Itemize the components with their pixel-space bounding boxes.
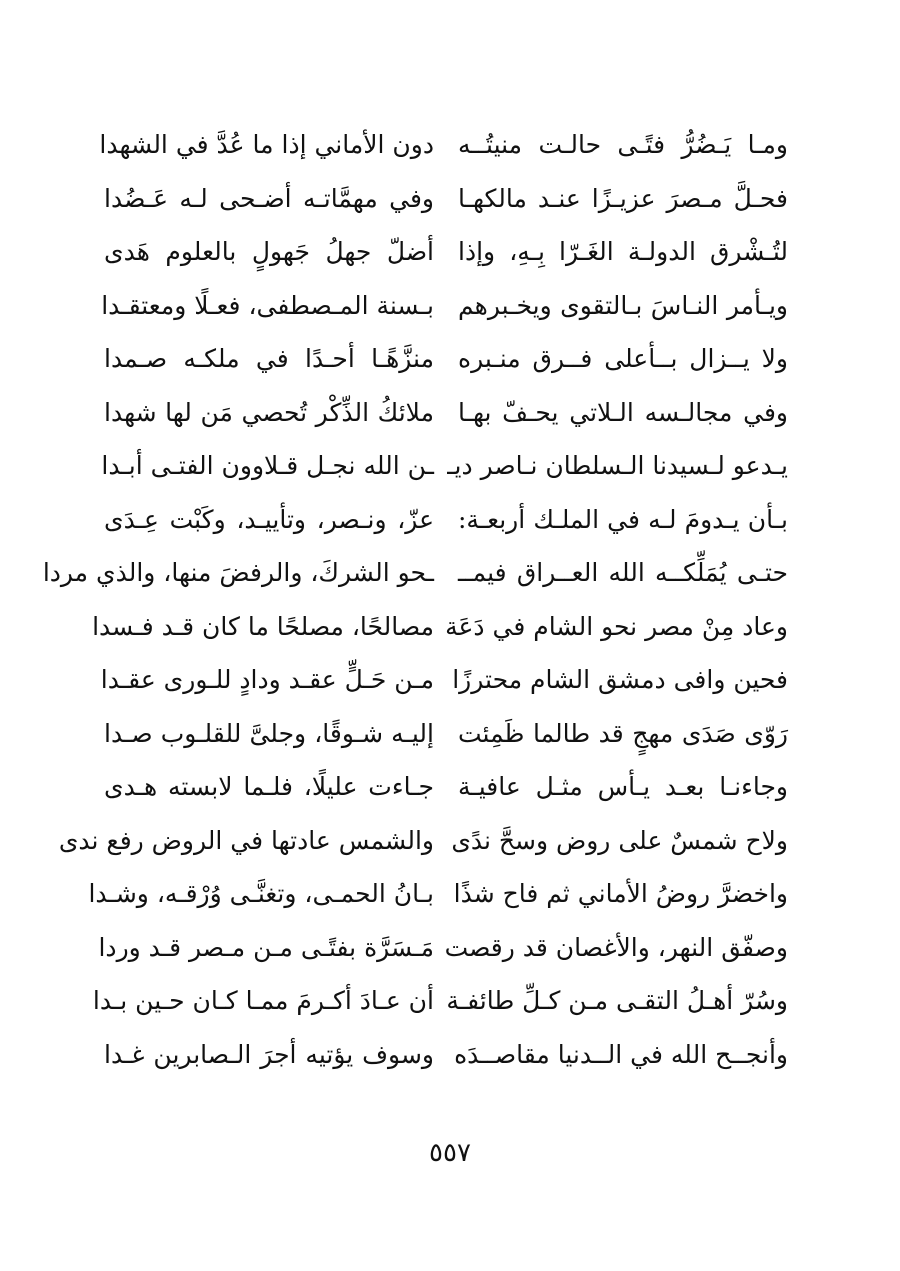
verse-second-hemistich: ـن الله نجـل قـلاوون الفتـى أبـدا: [101, 451, 434, 481]
verse: [100, 439, 800, 493]
verse: [100, 921, 800, 975]
verse-second-hemistich: إليـه شـوقًا، وجلىَّ للقلـوب صـدا: [104, 718, 434, 748]
verse-second-hemistich: مصالحًا، مصلحًا ما كان قـد فـسدا: [92, 611, 434, 641]
verse-second-hemistich: بـانُ الحمـى، وتغنَّـى وُرْقـه، وشـدا: [88, 879, 434, 909]
verse-first-hemistich: حتـى يُمَلِّكــه الله العــراق فيمــ: [458, 558, 788, 588]
verse-second-hemistich: ملائكُ الذِّكْر تُحصي مَن لها شهدا: [104, 397, 434, 427]
verse-second-hemistich: مَـسَرَّة بفتًـى مـن مـصر قـد وردا: [98, 932, 434, 962]
verse-first-hemistich: وجاءنـا بعـد يـأس مثـل عافيـة: [458, 772, 788, 802]
verse-second-hemistich: جـاءت عليلًا، فلـما لابسته هـدى: [104, 772, 434, 802]
verse: [100, 653, 800, 707]
verse: [100, 707, 800, 761]
verse: [100, 172, 800, 226]
verse-first-hemistich: ومـا يَـضُرُّ فتًـى حالـت منيتُــه: [458, 130, 788, 160]
verse-first-hemistich: وعاد مِنْ مصر نحو الشام في دَعَة: [445, 611, 788, 641]
verse: [100, 760, 800, 814]
verse: [100, 493, 800, 547]
verse-second-hemistich: أضلّ جهلُ جَهولٍ بالعلوم هَدى: [104, 237, 434, 267]
verse-first-hemistich: وفي مجالـسه الـلاتي يحـفّ بهـا: [458, 397, 788, 427]
verse: [100, 279, 800, 333]
verse-first-hemistich: وأنجــح الله في الــدنيا مقاصــدَه: [454, 1039, 788, 1069]
verse: [92, 974, 800, 1028]
verse: [42, 546, 800, 600]
poem: [42, 118, 800, 1081]
verse-second-hemistich: منزَّهًـا أحـدًا في ملكـه صـمدا: [104, 344, 434, 374]
verse: [58, 814, 800, 868]
verse-second-hemistich: بـسنة المـصطفى، فعـلًا ومعتقـدا: [101, 290, 434, 320]
verse-second-hemistich: مـن حَـلٍّ عقـد ودادٍ للـورى عقـدا: [100, 665, 434, 695]
verse-first-hemistich: وصفّق النهر، والأغصان قد رقصت: [444, 932, 788, 962]
verse-first-hemistich: ولاح شمسٌ على روض وسحَّ ندًى: [451, 825, 788, 855]
verse-second-hemistich: وفي مهمَّاتـه أضـحى لـه عَـضُدا: [104, 183, 434, 213]
verse-first-hemistich: فحـلَّ مـصرَ عزيـزًا عنـد مالكهـا: [458, 183, 788, 213]
verse: [92, 600, 800, 654]
verse-first-hemistich: واخضرَّ روضُ الأماني ثم فاح شذًا: [453, 879, 788, 909]
verse-second-hemistich: دون الأماني إذا ما عُدَّ في الشهدا: [99, 130, 434, 160]
verse-first-hemistich: ولا يــزال بــأعلى فــرق منـبره: [458, 344, 788, 374]
verse-second-hemistich: وسوف يؤتيه أجرَ الـصابرين غـدا: [104, 1039, 434, 1069]
verse: [88, 867, 800, 921]
verse-first-hemistich: لتُـشْرق الدولـة الغَـرّا بِـهِ، وإذا: [458, 237, 788, 267]
verse-second-hemistich: والشمس عادتها في الروض رفع ندى: [58, 825, 434, 855]
verse: [100, 1028, 800, 1082]
page-number: ٥٥٧: [429, 1138, 471, 1168]
verse-first-hemistich: يـدعو لـسيدنا الـسلطان نـاصر ديـ: [447, 451, 788, 481]
verse: [100, 118, 800, 172]
verse: [100, 225, 800, 279]
verse-second-hemistich: عزّ، ونـصر، وتأييـد، وكَبْت عِـدَى: [104, 504, 434, 534]
verse-first-hemistich: بـأن يـدومَ لـه في الملـك أربعـة:: [458, 504, 788, 534]
verse-first-hemistich: رَوّى صَدَى مهجٍ قد طالما ظَمِئت: [458, 718, 788, 748]
verse-first-hemistich: وسُرّ أهـلُ التقـى مـن كـلِّ طائفـة: [446, 986, 788, 1016]
verse: [100, 332, 800, 386]
verse-second-hemistich: ـحو الشركَ، والرفضَ منها، والذي مردا: [42, 558, 434, 588]
verse: [100, 386, 800, 440]
verse-first-hemistich: فحين وافى دمشق الشام محترزًا: [452, 665, 788, 695]
verse-second-hemistich: أن عـادَ أكـرمَ ممـا كـان حـين بـدا: [92, 986, 434, 1016]
verse-first-hemistich: ويـأمر النـاسَ بـالتقوى ويخـبرهم: [458, 290, 788, 320]
